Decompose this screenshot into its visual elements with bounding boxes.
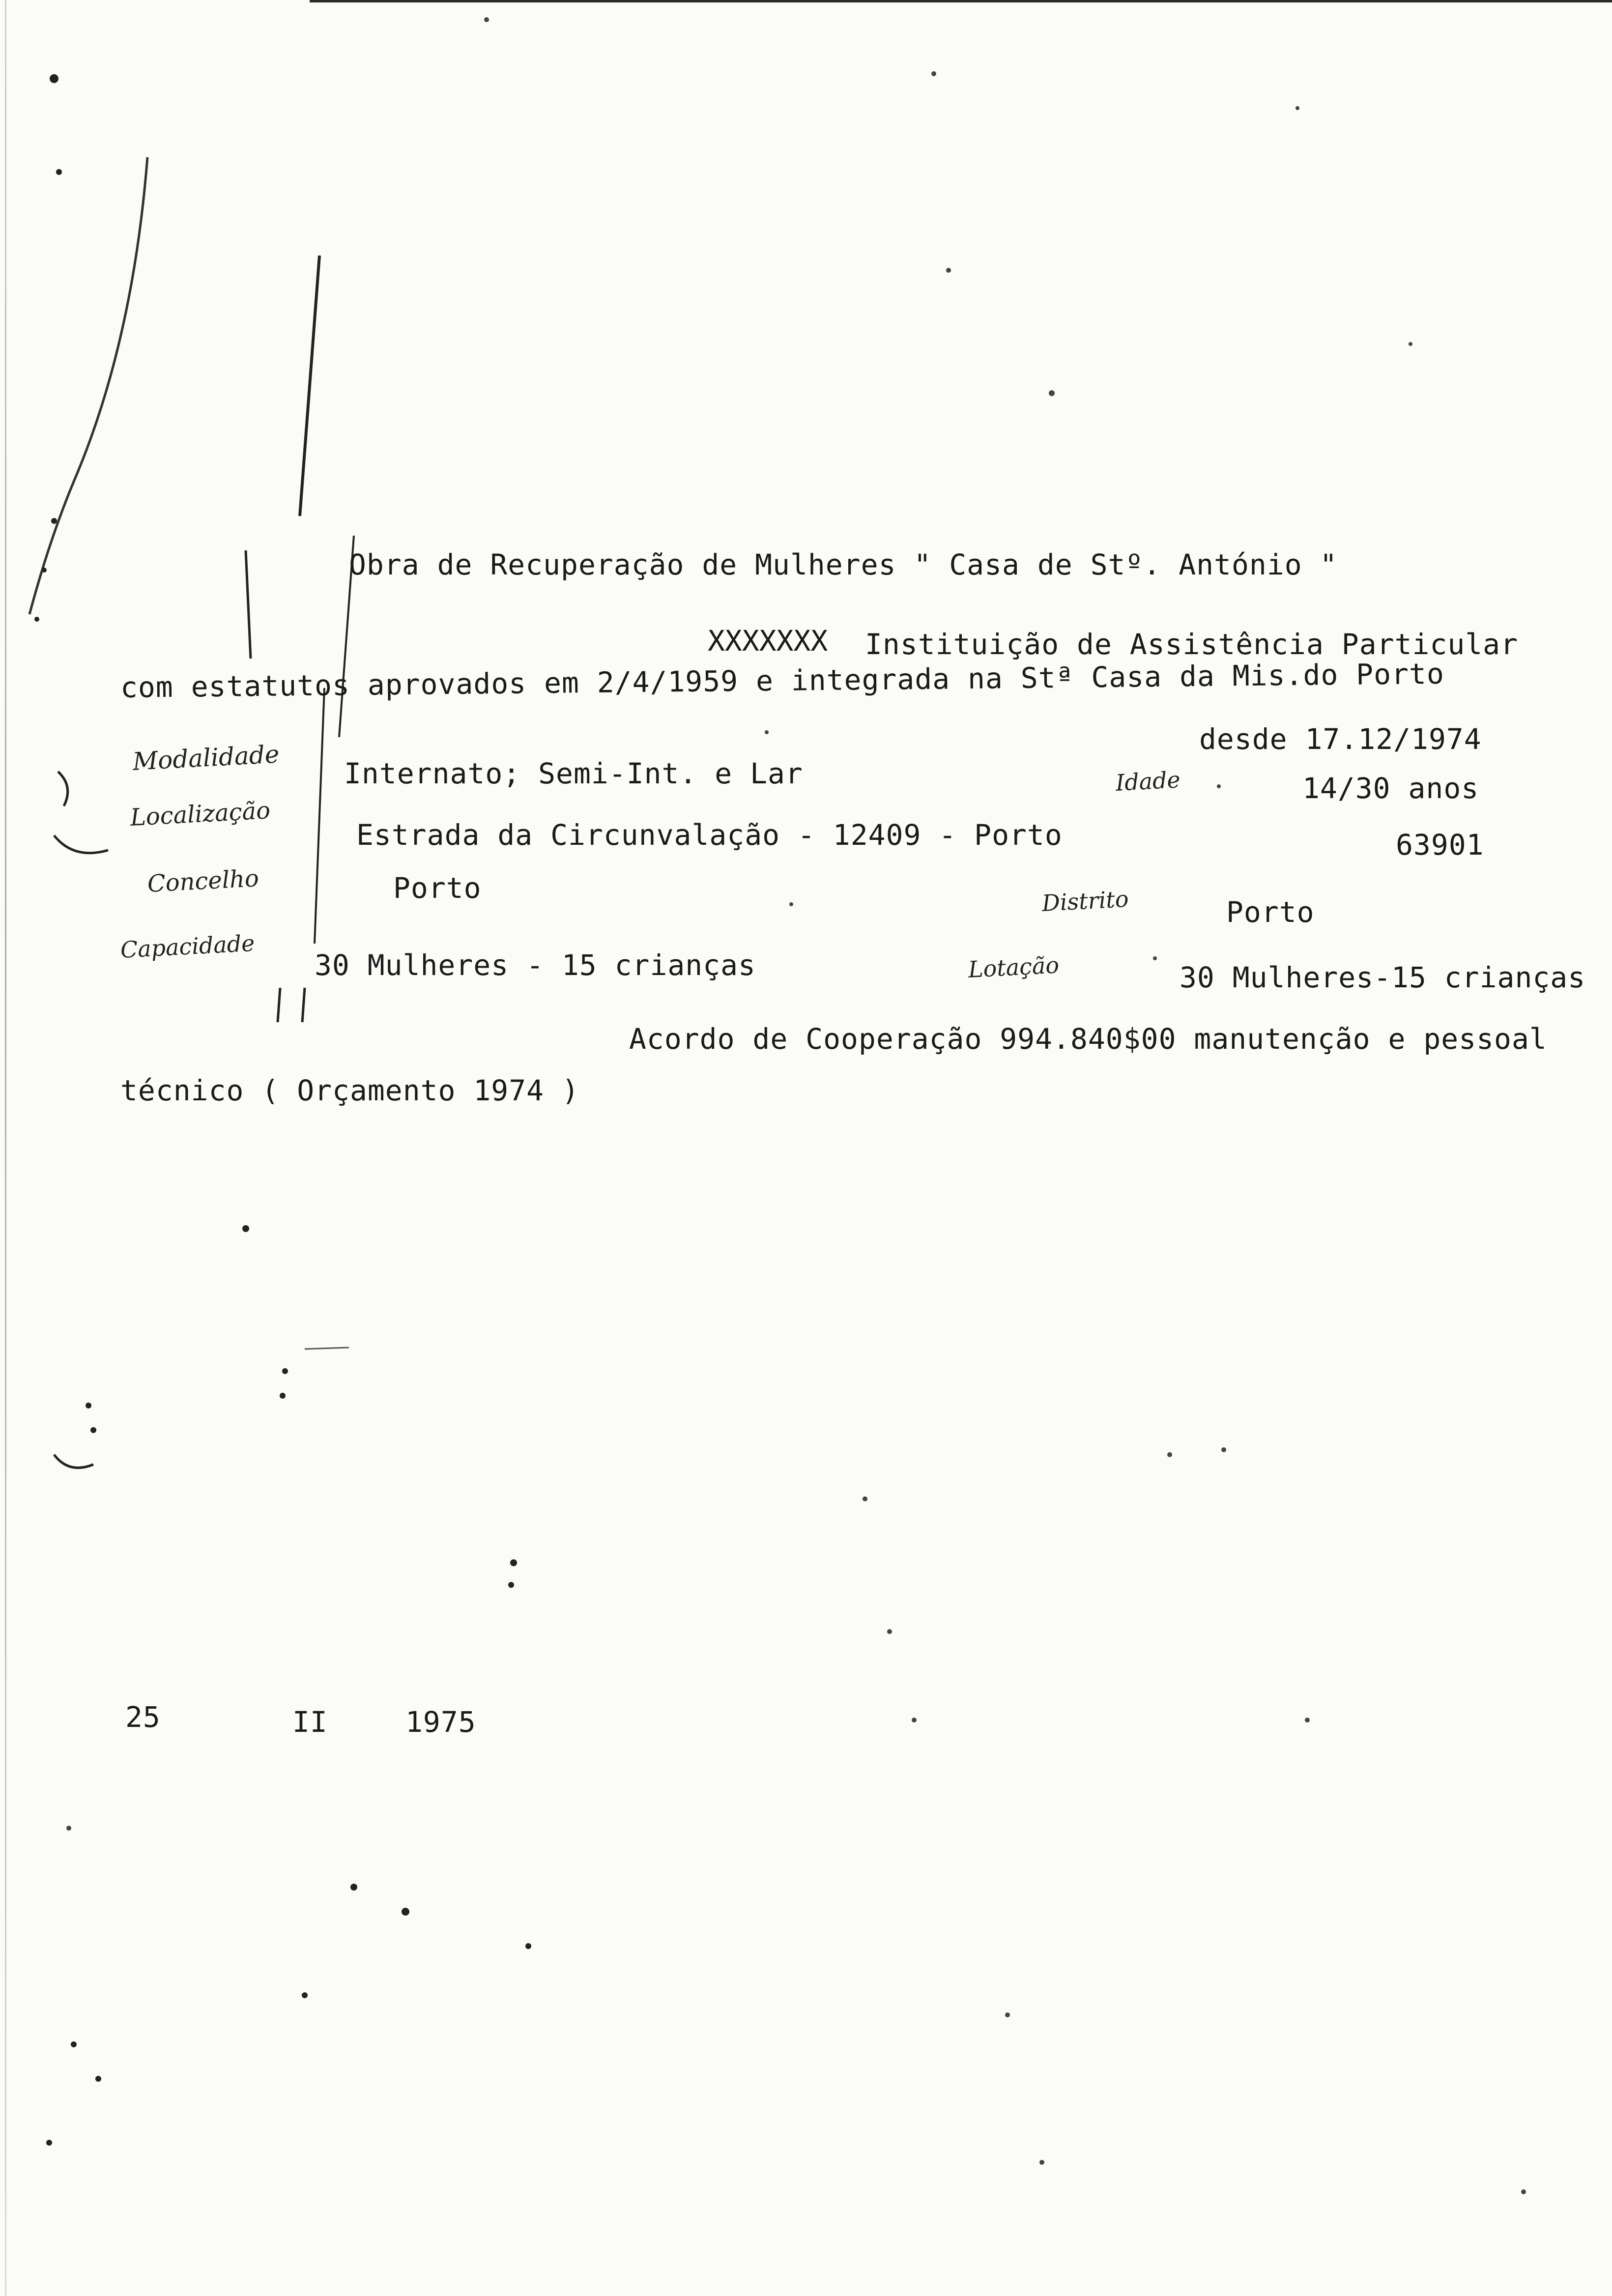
phone-number: 63901: [1396, 828, 1484, 861]
concelho-value: Porto: [393, 871, 482, 905]
speck: [1217, 784, 1221, 788]
modalidade-value: Internato; Semi-Int. e Lar: [344, 757, 803, 790]
speck: [789, 902, 793, 906]
idade-label: Idade: [1115, 766, 1181, 796]
speck: [242, 1225, 249, 1232]
speck: [765, 730, 769, 734]
speck: [510, 1559, 517, 1566]
speck: [56, 169, 62, 175]
localizacao-label: Localização: [129, 797, 271, 832]
speck: [1305, 1718, 1310, 1722]
margin-dash: [305, 1348, 349, 1349]
idade-value: 14/30 anos: [1302, 772, 1479, 805]
agreement-line-2: técnico ( Orçamento 1974 ): [120, 1074, 579, 1107]
margin-stroke: [302, 988, 305, 1022]
lotacao-label: Lotação: [967, 951, 1060, 983]
margin-stroke: [278, 988, 280, 1022]
speck: [51, 518, 57, 524]
speck: [46, 2140, 52, 2146]
capacidade-value: 30 Mulheres - 15 crianças: [315, 948, 756, 982]
date-year: 1975: [405, 1705, 476, 1739]
agreement-line-1: Acordo de Cooperação 994.840$00 manutenção e pessoal: [629, 1022, 1547, 1056]
margin-stroke: [300, 256, 319, 516]
speck: [1409, 342, 1412, 346]
speck: [90, 1427, 96, 1433]
speck: [484, 17, 489, 22]
speck: [1039, 2160, 1044, 2165]
institution-title: Obra de Recuperação de Mulheres " Casa de Stº. António ": [349, 548, 1338, 581]
speck: [50, 74, 58, 83]
capacidade-label: Capacidade: [119, 929, 256, 963]
modalidade-label: Modalidade: [132, 740, 280, 776]
speck: [863, 1496, 867, 1501]
margin-stroke: [315, 688, 324, 944]
speck: [1295, 106, 1299, 110]
speck: [1221, 1447, 1226, 1452]
lotacao-value: 30 Mulheres-15 crianças: [1180, 961, 1586, 994]
distrito-value: Porto: [1226, 895, 1315, 929]
date-day: 25: [125, 1700, 161, 1734]
speck: [34, 617, 39, 622]
date-month: II: [292, 1705, 328, 1739]
struck-out-text: XXXXXXX: [708, 624, 828, 658]
speck: [402, 1908, 409, 1916]
margin-stroke: [246, 550, 251, 659]
speck: [42, 568, 47, 573]
speck: [1167, 1452, 1172, 1457]
since-date: desde 17.12/1974: [1199, 722, 1482, 756]
speck: [280, 1393, 286, 1399]
margin-bracket: [54, 1455, 93, 1468]
distrito-label: Distrito: [1041, 885, 1129, 917]
margin-bracket: [58, 772, 68, 806]
speck: [86, 1403, 91, 1408]
speck: [350, 1884, 357, 1891]
speck: [946, 268, 951, 273]
speck: [1049, 390, 1055, 396]
speck: [282, 1368, 288, 1374]
margin-stroke: [29, 157, 147, 614]
margin-bracket: [54, 835, 108, 853]
speck: [887, 1629, 892, 1634]
speck: [912, 1718, 917, 1722]
speck: [71, 2041, 77, 2047]
speck: [1521, 2189, 1526, 2194]
speck: [1153, 956, 1157, 960]
concelho-label: Concelho: [146, 864, 260, 898]
speck: [95, 2076, 101, 2082]
statutes-line: com estatutos aprovados em 2/4/1959 e integrada na Stª Casa da Mis.do Porto: [120, 657, 1445, 704]
speck: [525, 1943, 531, 1949]
speck: [931, 71, 936, 76]
localizacao-value: Estrada da Circunvalação - 12409 - Porto: [356, 818, 1063, 852]
speck: [1005, 2012, 1010, 2017]
speck: [66, 1826, 71, 1831]
speck: [302, 1992, 308, 1998]
speck: [508, 1582, 514, 1588]
institution-type: Instituição de Assistência Particular: [865, 628, 1519, 661]
